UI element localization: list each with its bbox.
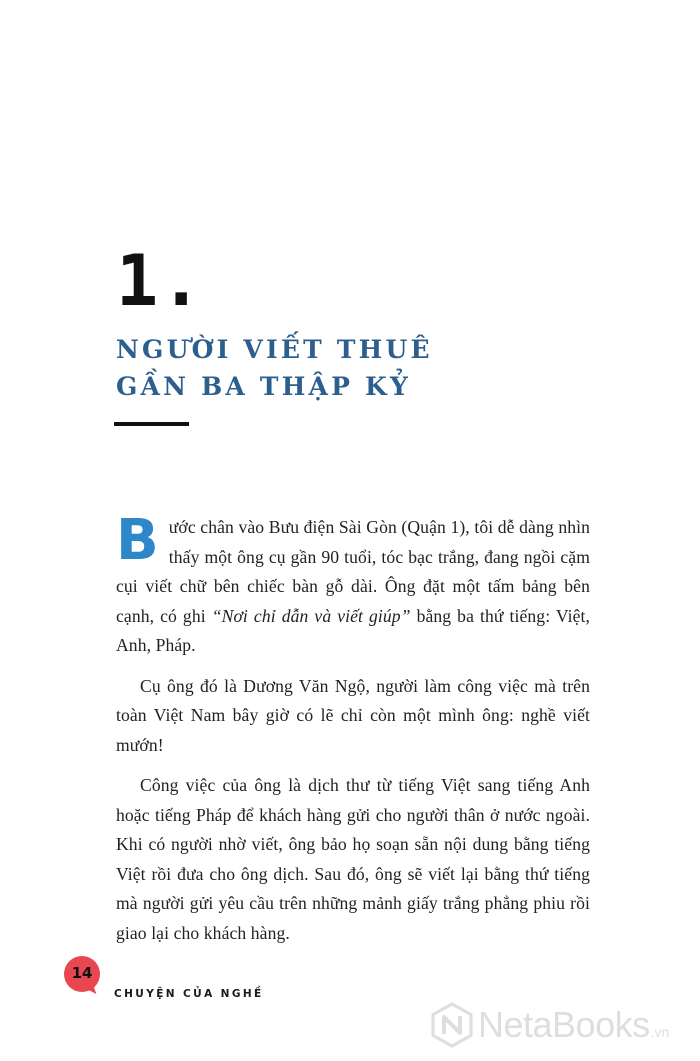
paragraph-1-quote: “Nơi chỉ dẫn và viết giúp”	[211, 605, 411, 626]
watermark-suffix: .vn	[650, 1024, 670, 1040]
paragraph-2: Cụ ông đó là Dương Văn Ngộ, người làm công việc mà trên toàn Việt Nam bây giờ có lẽ chỉ còn một mình ông: nghề viết mướn!	[116, 675, 590, 755]
page-number-badge	[64, 956, 100, 992]
drop-cap: B	[116, 508, 159, 573]
title-divider	[114, 422, 189, 426]
chapter-title-line-1: NGƯỜI VIẾT THUÊ	[116, 335, 433, 364]
chapter-title	[116, 331, 576, 405]
chapter-body	[116, 508, 590, 959]
watermark	[430, 1002, 669, 1048]
chapter-title-line-2: GẦN BA THẬP KỶ	[116, 372, 412, 401]
netabooks-logo-icon	[430, 1002, 474, 1048]
paragraph-1	[116, 508, 590, 661]
page-number: 14	[71, 964, 93, 982]
paragraph-1-end: bằng ba thứ tiếng: Việt, Anh, Pháp.	[116, 605, 590, 655]
paragraph-3: Công việc của ông là dịch thư từ tiếng Việt sang tiếng Anh hoặc tiếng Pháp để khách hàng gửi cho người thân ở nước ngoài. Khi có người nhờ viết, ông bảo họ soạn sẵn nội dung bằng tiếng Việt rồi đưa cho ông dịch. Sau đó, ông sẽ viết lại bằng thứ tiếng mà người gửi yêu cầu trên những mảnh giấy trắng phẳng phiu rồi giao lại cho khách hàng.	[116, 775, 590, 943]
watermark-text: NetaBooks	[478, 1004, 650, 1045]
chapter-number: 1.	[116, 240, 205, 322]
running-title: CHUYỆN CỦA NGHỀ	[114, 988, 264, 1000]
paragraph-1-text: ước chân vào Bưu điện Sài Gòn (Quận 1), tôi dễ dàng nhìn thấy một ông cụ gần 90 tuổi, tóc bạc trắng, đang ngồi cặm cụi viết chữ bên chiếc bàn gỗ dài. Ông đặt một tấm bảng bên cạnh, có ghi	[116, 517, 590, 626]
